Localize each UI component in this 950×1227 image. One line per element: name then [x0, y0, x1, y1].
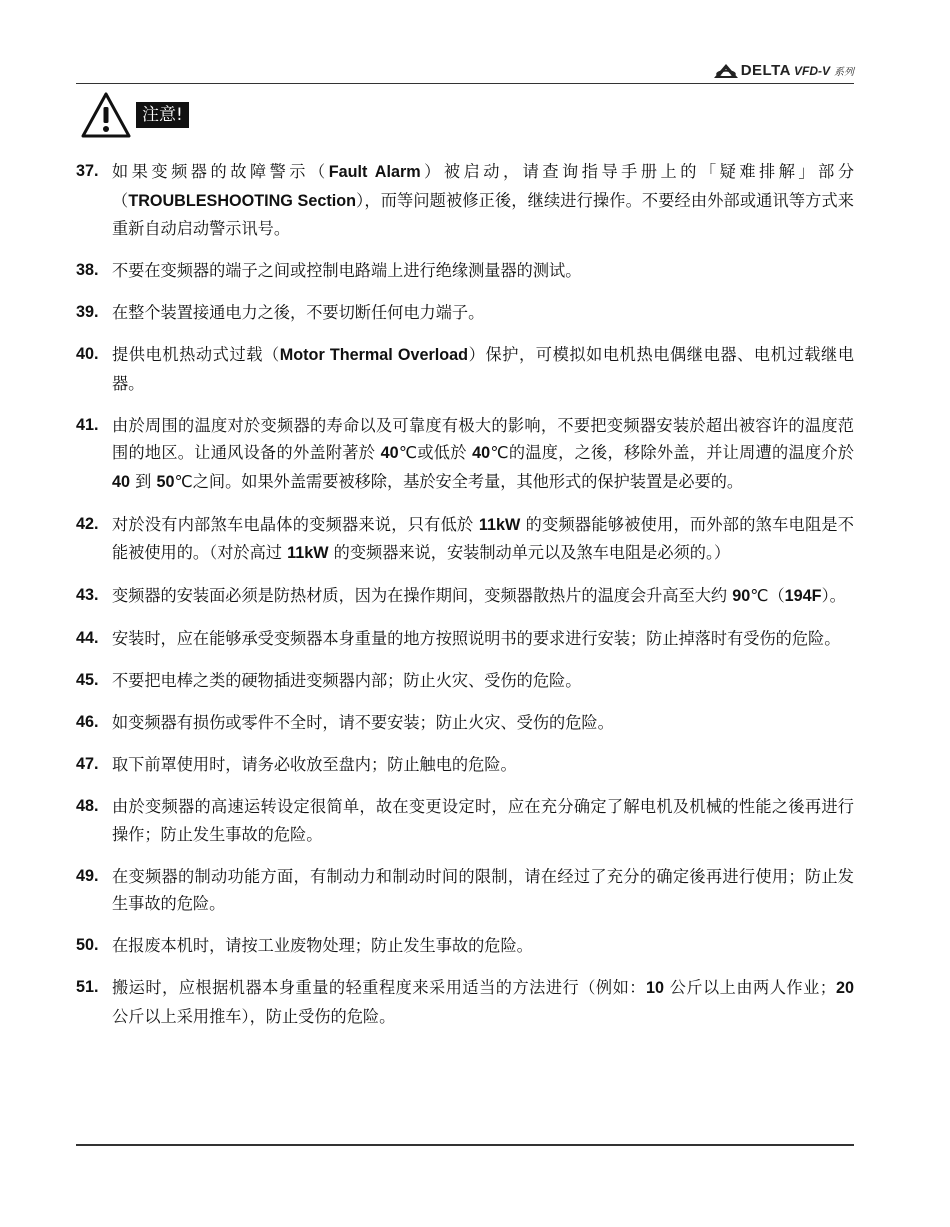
item-text-bold: Motor Thermal Overload [279, 346, 469, 364]
item-text [112, 158, 854, 243]
item-text [112, 667, 854, 695]
item-text-bold: 40 [112, 472, 131, 491]
item-text [112, 863, 854, 918]
item-text [112, 751, 854, 779]
item-text [112, 511, 854, 568]
item-text-run: 搬运时，应根据机器本身重量的轻重程度来采用适当的方法进行（例如： [112, 978, 646, 997]
item-number: 40. [76, 345, 99, 363]
list-item [76, 863, 854, 918]
item-text-run: 的变频器来说，安装制动单元以及煞车电阻是必须的。） [328, 543, 731, 562]
item-text [112, 709, 854, 737]
item-text-run: ℃（ [750, 586, 785, 605]
item-text [112, 974, 854, 1030]
item-text [112, 932, 854, 960]
caution-banner [80, 90, 189, 140]
item-text-run: 由於周围的温度对於变频器的寿命以及可靠度有极大的影响，不要把变频器安装於超出被容许的温度范围的地区。让通风设备的外盖附著於 [112, 415, 854, 462]
item-number: 39. [76, 303, 99, 321]
list-item [76, 412, 854, 497]
item-text-bold: 40 [472, 444, 491, 462]
item-text-run: ）被启动，请查询指导手册上的「疑难排解」部分（ [112, 162, 855, 210]
item-text-bold: 11kW [478, 515, 521, 534]
item-text [112, 257, 854, 285]
list-item [76, 299, 854, 327]
item-text-run: 到 [130, 471, 157, 491]
delta-logo-icon [713, 63, 739, 79]
brand-name: DELTA [740, 62, 791, 79]
page-header [76, 58, 854, 84]
item-text-run: 在变频器的制动功能方面，有制动力和制动时间的限制，请在经过了充分的确定後再进行使用；防止发生事故的危险。 [112, 866, 854, 913]
delta-logo [713, 62, 854, 79]
item-text [112, 412, 854, 497]
item-number: 50. [76, 936, 99, 954]
item-text-run: 对於没有内部煞车电晶体的变频器来说，只有低於 [112, 514, 479, 534]
item-text-bold: 194F [784, 587, 822, 605]
list-item [76, 582, 854, 611]
item-number: 44. [76, 629, 99, 647]
item-text-run: 如变频器有损伤或零件不全时，请不要安装；防止火灾、受伤的危险。 [112, 713, 614, 732]
item-text-run: 提供电机热动式过载（ [112, 345, 280, 364]
list-item [76, 341, 854, 397]
item-number: 43. [76, 586, 99, 604]
item-text-run: 的变频器能够被使用，而外部的煞车电阻是不能被使用的。（对於高过 [112, 514, 854, 562]
header-divider [76, 83, 854, 84]
item-text-run: 由於变频器的高速运转设定很简单，故在变更设定时，应在充分确定了解电机及机械的性能之後再进行操作；防止发生事故的危险。 [112, 797, 854, 844]
item-text [112, 299, 854, 327]
list-item [76, 974, 854, 1030]
item-text [112, 625, 854, 653]
item-text-run: 公斤以上采用推车），防止受伤的危险。 [112, 1006, 396, 1026]
item-text-run: ℃或低於 [398, 443, 473, 462]
warning-icon [80, 91, 132, 139]
item-text-bold: TROUBLESHOOTING Section [128, 191, 356, 210]
item-number: 49. [76, 866, 99, 885]
caution-label: 注意! [136, 102, 189, 128]
item-text-run: 变频器的安装面必须是防热材质，因为在操作期间，变频器散热片的温度会升高至大约 [112, 586, 733, 605]
item-number: 51. [76, 978, 99, 996]
item-number: 38. [76, 261, 99, 279]
item-text-run: 在报废本机时，请按工业废物处理；防止发生事故的危险。 [112, 936, 533, 955]
item-text-bold: 40 [380, 444, 399, 462]
list-item [76, 667, 854, 695]
safety-notes-list [76, 158, 854, 1045]
item-text [112, 793, 854, 848]
model-name: VFD-V [794, 63, 830, 78]
item-text-run: ）。 [821, 586, 846, 605]
item-text-bold: 20 [835, 979, 854, 997]
item-number: 47. [76, 755, 99, 773]
list-item [76, 751, 854, 779]
item-text-run: ℃之间。如果外盖需要被移除，基於安全考量，其他形式的保护装置是必要的。 [174, 471, 744, 491]
item-number: 46. [76, 713, 99, 731]
list-item [76, 257, 854, 285]
list-item [76, 709, 854, 737]
series-label: 系列 [834, 67, 854, 78]
item-text-run: 取下前罩使用时，请务必收放至盘内；防止触电的危险。 [112, 755, 517, 774]
item-text [112, 582, 854, 611]
item-number: 45. [76, 671, 99, 689]
item-text-run: ）保护，可模拟如电机热电偶继电器、电机过载继电器。 [112, 345, 855, 393]
footer-divider [76, 1144, 854, 1146]
item-number: 42. [76, 514, 99, 533]
list-item [76, 511, 854, 568]
item-text-bold: 11kW [287, 544, 329, 562]
list-item [76, 158, 854, 243]
list-item [76, 625, 854, 653]
list-item [76, 793, 854, 848]
item-text-run: 安装时，应在能够承受变频器本身重量的地方按照说明书的要求进行安装；防止掉落时有受伤的危险。 [112, 629, 841, 648]
item-text-run: ），而等问题被修正後，继续进行操作。不要经由外部或通讯等方式来重新自动启动警示讯号。 [112, 190, 854, 238]
item-text [112, 341, 854, 397]
item-text-run: ℃的温度，之後，移除外盖，并让周遭的温度介於 [490, 443, 854, 462]
item-text-bold: 50 [156, 472, 175, 491]
item-text-run: 如果变频器的故障警示（ [112, 162, 329, 181]
item-text-run: 在整个装置接通电力之後，不要切断任何电力端子。 [112, 303, 485, 322]
item-text-run: 公斤以上由两人作业； [663, 978, 836, 997]
item-text-run: 不要在变频器的端子之间或控制电路端上进行绝缘测量器的测试。 [112, 261, 582, 280]
item-number: 48. [76, 797, 99, 815]
item-text-bold: Fault Alarm [328, 163, 421, 181]
item-number: 41. [76, 415, 99, 434]
item-text-run: 不要把电棒之类的硬物插进变频器内部；防止火灾、受伤的危险。 [112, 671, 582, 690]
item-text-bold: 90 [732, 587, 751, 605]
item-text-bold: 10 [645, 979, 664, 997]
item-number: 37. [76, 162, 99, 180]
list-item [76, 932, 854, 960]
